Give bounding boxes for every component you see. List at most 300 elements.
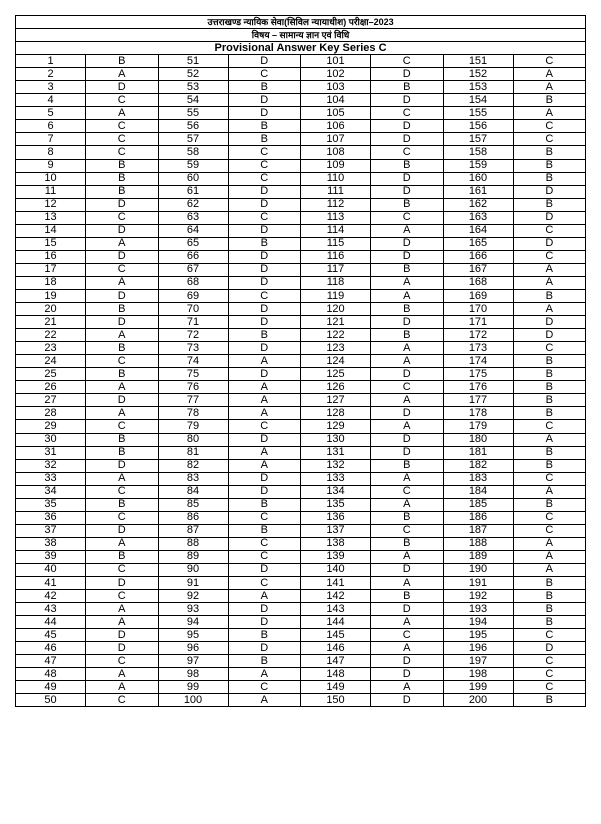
- question-number: 72: [158, 329, 228, 342]
- answer-option: D: [371, 446, 444, 459]
- answer-rows: [16, 55, 586, 707]
- answer-option: C: [86, 655, 159, 668]
- answer-option: B: [86, 446, 159, 459]
- answer-option: C: [86, 563, 159, 576]
- answer-option: D: [371, 185, 444, 198]
- answer-option: A: [371, 420, 444, 433]
- question-number: 43: [16, 603, 86, 616]
- question-number: 103: [301, 81, 371, 94]
- answer-option: B: [371, 537, 444, 550]
- table-row: [16, 498, 586, 511]
- question-number: 161: [443, 185, 513, 198]
- table-row: [16, 68, 586, 81]
- series-title: Provisional Answer Key Series C: [16, 42, 586, 55]
- answer-option: C: [371, 381, 444, 394]
- table-row: [16, 159, 586, 172]
- answer-option: A: [513, 68, 586, 81]
- answer-option: B: [371, 198, 444, 211]
- answer-option: B: [371, 263, 444, 276]
- table-row: [16, 329, 586, 342]
- answer-option: C: [228, 68, 301, 81]
- question-number: 28: [16, 407, 86, 420]
- table-row: [16, 446, 586, 459]
- answer-option: C: [513, 472, 586, 485]
- question-number: 170: [443, 303, 513, 316]
- question-number: 186: [443, 511, 513, 524]
- answer-option: D: [371, 172, 444, 185]
- question-number: 68: [158, 276, 228, 289]
- answer-option: D: [513, 329, 586, 342]
- answer-option: B: [228, 655, 301, 668]
- question-number: 142: [301, 590, 371, 603]
- question-number: 159: [443, 159, 513, 172]
- answer-option: D: [86, 289, 159, 302]
- answer-option: A: [371, 681, 444, 694]
- answer-option: C: [86, 420, 159, 433]
- answer-option: D: [513, 211, 586, 224]
- question-number: 52: [158, 68, 228, 81]
- answer-option: D: [228, 198, 301, 211]
- answer-option: A: [228, 355, 301, 368]
- answer-option: B: [86, 498, 159, 511]
- table-row: [16, 694, 586, 707]
- question-number: 138: [301, 537, 371, 550]
- question-number: 96: [158, 642, 228, 655]
- answer-option: B: [86, 433, 159, 446]
- answer-option: C: [513, 629, 586, 642]
- answer-option: B: [371, 590, 444, 603]
- answer-option: C: [86, 94, 159, 107]
- question-number: 181: [443, 446, 513, 459]
- table-row: [16, 563, 586, 576]
- question-number: 83: [158, 472, 228, 485]
- answer-option: D: [228, 563, 301, 576]
- question-number: 122: [301, 329, 371, 342]
- question-number: 165: [443, 237, 513, 250]
- answer-option: A: [371, 394, 444, 407]
- question-number: 118: [301, 276, 371, 289]
- question-number: 177: [443, 394, 513, 407]
- answer-option: D: [228, 316, 301, 329]
- question-number: 155: [443, 107, 513, 120]
- question-number: 174: [443, 355, 513, 368]
- answer-option: B: [513, 577, 586, 590]
- question-number: 75: [158, 368, 228, 381]
- question-number: 113: [301, 211, 371, 224]
- answer-option: D: [86, 250, 159, 263]
- question-number: 163: [443, 211, 513, 224]
- answer-option: C: [228, 159, 301, 172]
- answer-option: D: [228, 263, 301, 276]
- question-number: 18: [16, 276, 86, 289]
- question-number: 196: [443, 642, 513, 655]
- question-number: 26: [16, 381, 86, 394]
- question-number: 107: [301, 133, 371, 146]
- question-number: 169: [443, 289, 513, 302]
- answer-option: C: [513, 224, 586, 237]
- question-number: 147: [301, 655, 371, 668]
- answer-option: D: [371, 94, 444, 107]
- question-number: 164: [443, 224, 513, 237]
- question-number: 124: [301, 355, 371, 368]
- question-number: 36: [16, 511, 86, 524]
- answer-option: C: [228, 146, 301, 159]
- question-number: 106: [301, 120, 371, 133]
- question-number: 20: [16, 303, 86, 316]
- answer-option: C: [371, 629, 444, 642]
- question-number: 51: [158, 55, 228, 68]
- answer-option: D: [371, 407, 444, 420]
- question-number: 179: [443, 420, 513, 433]
- question-number: 110: [301, 172, 371, 185]
- question-number: 133: [301, 472, 371, 485]
- question-number: 80: [158, 433, 228, 446]
- question-number: 160: [443, 172, 513, 185]
- answer-option: B: [513, 446, 586, 459]
- question-number: 1: [16, 55, 86, 68]
- answer-option: A: [86, 668, 159, 681]
- answer-option: A: [86, 237, 159, 250]
- answer-option: C: [86, 511, 159, 524]
- answer-option: A: [86, 603, 159, 616]
- question-number: 48: [16, 668, 86, 681]
- question-number: 57: [158, 133, 228, 146]
- answer-option: D: [513, 185, 586, 198]
- question-number: 16: [16, 250, 86, 263]
- question-number: 46: [16, 642, 86, 655]
- answer-option: D: [371, 603, 444, 616]
- table-row: [16, 590, 586, 603]
- question-number: 22: [16, 329, 86, 342]
- question-number: 92: [158, 590, 228, 603]
- answer-option: D: [228, 303, 301, 316]
- answer-option: D: [228, 616, 301, 629]
- answer-option: A: [86, 616, 159, 629]
- answer-option: D: [228, 642, 301, 655]
- table-row: [16, 224, 586, 237]
- answer-option: D: [228, 94, 301, 107]
- answer-option: A: [513, 433, 586, 446]
- answer-option: C: [513, 681, 586, 694]
- question-number: 37: [16, 524, 86, 537]
- question-number: 127: [301, 394, 371, 407]
- answer-option: B: [513, 159, 586, 172]
- question-number: 41: [16, 577, 86, 590]
- answer-option: C: [371, 146, 444, 159]
- answer-option: D: [513, 642, 586, 655]
- question-number: 143: [301, 603, 371, 616]
- question-number: 144: [301, 616, 371, 629]
- question-number: 167: [443, 263, 513, 276]
- table-row: [16, 107, 586, 120]
- question-number: 61: [158, 185, 228, 198]
- answer-key-table: [15, 15, 586, 707]
- answer-option: C: [86, 590, 159, 603]
- question-number: 105: [301, 107, 371, 120]
- question-number: 91: [158, 577, 228, 590]
- question-number: 130: [301, 433, 371, 446]
- question-number: 73: [158, 342, 228, 355]
- answer-option: A: [86, 537, 159, 550]
- question-number: 184: [443, 485, 513, 498]
- question-number: 104: [301, 94, 371, 107]
- question-number: 149: [301, 681, 371, 694]
- question-number: 27: [16, 394, 86, 407]
- question-number: 97: [158, 655, 228, 668]
- answer-option: D: [228, 250, 301, 263]
- question-number: 119: [301, 289, 371, 302]
- table-row: [16, 629, 586, 642]
- answer-option: C: [371, 107, 444, 120]
- answer-option: B: [228, 81, 301, 94]
- question-number: 99: [158, 681, 228, 694]
- question-number: 197: [443, 655, 513, 668]
- question-number: 139: [301, 550, 371, 563]
- answer-option: C: [228, 537, 301, 550]
- answer-option: C: [86, 485, 159, 498]
- question-number: 70: [158, 303, 228, 316]
- answer-option: A: [86, 381, 159, 394]
- answer-option: A: [228, 407, 301, 420]
- question-number: 82: [158, 459, 228, 472]
- question-number: 146: [301, 642, 371, 655]
- question-number: 39: [16, 550, 86, 563]
- question-number: 63: [158, 211, 228, 224]
- table-row: [16, 368, 586, 381]
- answer-option: A: [371, 472, 444, 485]
- answer-option: C: [371, 55, 444, 68]
- answer-option: D: [228, 485, 301, 498]
- question-number: 5: [16, 107, 86, 120]
- answer-option: B: [228, 120, 301, 133]
- question-number: 150: [301, 694, 371, 707]
- question-number: 117: [301, 263, 371, 276]
- question-number: 158: [443, 146, 513, 159]
- exam-title: उत्तराखण्ड न्यायिक सेवा(सिविल न्यायाधीश) परीक्षा–2023: [16, 16, 586, 29]
- question-number: 98: [158, 668, 228, 681]
- answer-option: D: [86, 459, 159, 472]
- table-row: [16, 133, 586, 146]
- answer-option: B: [513, 616, 586, 629]
- question-number: 108: [301, 146, 371, 159]
- question-number: 59: [158, 159, 228, 172]
- question-number: 29: [16, 420, 86, 433]
- question-number: 166: [443, 250, 513, 263]
- answer-option: D: [86, 81, 159, 94]
- table-row: [16, 681, 586, 694]
- question-number: 195: [443, 629, 513, 642]
- question-number: 131: [301, 446, 371, 459]
- answer-option: C: [228, 550, 301, 563]
- question-number: 64: [158, 224, 228, 237]
- question-number: 30: [16, 433, 86, 446]
- question-number: 12: [16, 198, 86, 211]
- answer-option: B: [513, 407, 586, 420]
- question-number: 115: [301, 237, 371, 250]
- question-number: 76: [158, 381, 228, 394]
- question-number: 14: [16, 224, 86, 237]
- question-number: 157: [443, 133, 513, 146]
- question-number: 193: [443, 603, 513, 616]
- table-row: [16, 511, 586, 524]
- question-number: 4: [16, 94, 86, 107]
- table-row: [16, 172, 586, 185]
- table-row: [16, 407, 586, 420]
- answer-option: B: [371, 329, 444, 342]
- answer-option: D: [228, 368, 301, 381]
- question-number: 172: [443, 329, 513, 342]
- question-number: 54: [158, 94, 228, 107]
- question-number: 178: [443, 407, 513, 420]
- answer-option: A: [86, 68, 159, 81]
- answer-option: D: [371, 563, 444, 576]
- table-row: [16, 55, 586, 68]
- table-row: [16, 211, 586, 224]
- answer-option: B: [86, 550, 159, 563]
- question-number: 192: [443, 590, 513, 603]
- question-number: 40: [16, 563, 86, 576]
- question-number: 168: [443, 276, 513, 289]
- question-number: 175: [443, 368, 513, 381]
- answer-option: A: [86, 407, 159, 420]
- question-number: 85: [158, 498, 228, 511]
- answer-option: A: [86, 107, 159, 120]
- answer-option: B: [513, 498, 586, 511]
- question-number: 120: [301, 303, 371, 316]
- answer-option: A: [371, 577, 444, 590]
- question-number: 134: [301, 485, 371, 498]
- question-number: 17: [16, 263, 86, 276]
- answer-option: A: [513, 550, 586, 563]
- answer-option: D: [86, 394, 159, 407]
- table-row: [16, 316, 586, 329]
- question-number: 21: [16, 316, 86, 329]
- table-row: [16, 642, 586, 655]
- question-number: 126: [301, 381, 371, 394]
- answer-option: B: [228, 133, 301, 146]
- answer-option: A: [86, 276, 159, 289]
- table-row: [16, 381, 586, 394]
- table-row: [16, 459, 586, 472]
- question-number: 62: [158, 198, 228, 211]
- answer-option: C: [513, 342, 586, 355]
- answer-option: A: [371, 289, 444, 302]
- answer-option: A: [513, 81, 586, 94]
- answer-option: D: [228, 472, 301, 485]
- table-row: [16, 433, 586, 446]
- answer-option: D: [86, 642, 159, 655]
- answer-option: D: [228, 603, 301, 616]
- table-row: [16, 81, 586, 94]
- answer-option: B: [371, 511, 444, 524]
- question-number: 32: [16, 459, 86, 472]
- question-number: 114: [301, 224, 371, 237]
- question-number: 135: [301, 498, 371, 511]
- question-number: 24: [16, 355, 86, 368]
- table-row: [16, 550, 586, 563]
- question-number: 154: [443, 94, 513, 107]
- answer-option: B: [513, 459, 586, 472]
- question-number: 49: [16, 681, 86, 694]
- answer-option: C: [86, 263, 159, 276]
- question-number: 8: [16, 146, 86, 159]
- answer-option: C: [228, 289, 301, 302]
- question-number: 84: [158, 485, 228, 498]
- answer-option: D: [86, 629, 159, 642]
- answer-option: C: [86, 355, 159, 368]
- answer-option: B: [513, 146, 586, 159]
- question-number: 180: [443, 433, 513, 446]
- question-number: 13: [16, 211, 86, 224]
- answer-option: D: [371, 237, 444, 250]
- answer-option: D: [228, 185, 301, 198]
- answer-option: B: [86, 342, 159, 355]
- table-row: [16, 472, 586, 485]
- question-number: 151: [443, 55, 513, 68]
- question-number: 109: [301, 159, 371, 172]
- answer-option: A: [228, 394, 301, 407]
- question-number: 74: [158, 355, 228, 368]
- question-number: 58: [158, 146, 228, 159]
- answer-option: B: [513, 355, 586, 368]
- question-number: 78: [158, 407, 228, 420]
- answer-option: A: [513, 276, 586, 289]
- answer-option: B: [513, 381, 586, 394]
- answer-option: B: [228, 524, 301, 537]
- answer-option: D: [371, 655, 444, 668]
- table-row: [16, 120, 586, 133]
- answer-option: D: [86, 577, 159, 590]
- table-row: [16, 603, 586, 616]
- table-row: [16, 237, 586, 250]
- answer-option: C: [513, 420, 586, 433]
- answer-option: B: [513, 94, 586, 107]
- answer-option: D: [86, 198, 159, 211]
- answer-option: D: [371, 250, 444, 263]
- answer-option: A: [228, 694, 301, 707]
- answer-option: C: [513, 511, 586, 524]
- question-number: 137: [301, 524, 371, 537]
- question-number: 79: [158, 420, 228, 433]
- answer-option: D: [371, 120, 444, 133]
- answer-option: D: [228, 433, 301, 446]
- question-number: 123: [301, 342, 371, 355]
- answer-option: D: [228, 342, 301, 355]
- question-number: 194: [443, 616, 513, 629]
- question-number: 9: [16, 159, 86, 172]
- answer-option: B: [86, 172, 159, 185]
- answer-option: C: [371, 485, 444, 498]
- answer-option: A: [513, 107, 586, 120]
- question-number: 121: [301, 316, 371, 329]
- question-number: 112: [301, 198, 371, 211]
- answer-option: D: [86, 524, 159, 537]
- question-number: 81: [158, 446, 228, 459]
- answer-option: A: [86, 681, 159, 694]
- answer-option: D: [371, 694, 444, 707]
- answer-option: D: [371, 668, 444, 681]
- answer-option: D: [371, 433, 444, 446]
- table-row: [16, 537, 586, 550]
- question-number: 140: [301, 563, 371, 576]
- question-number: 65: [158, 237, 228, 250]
- answer-option: A: [228, 446, 301, 459]
- answer-option: D: [513, 316, 586, 329]
- table-row: [16, 485, 586, 498]
- question-number: 44: [16, 616, 86, 629]
- answer-option: C: [513, 120, 586, 133]
- question-number: 38: [16, 537, 86, 550]
